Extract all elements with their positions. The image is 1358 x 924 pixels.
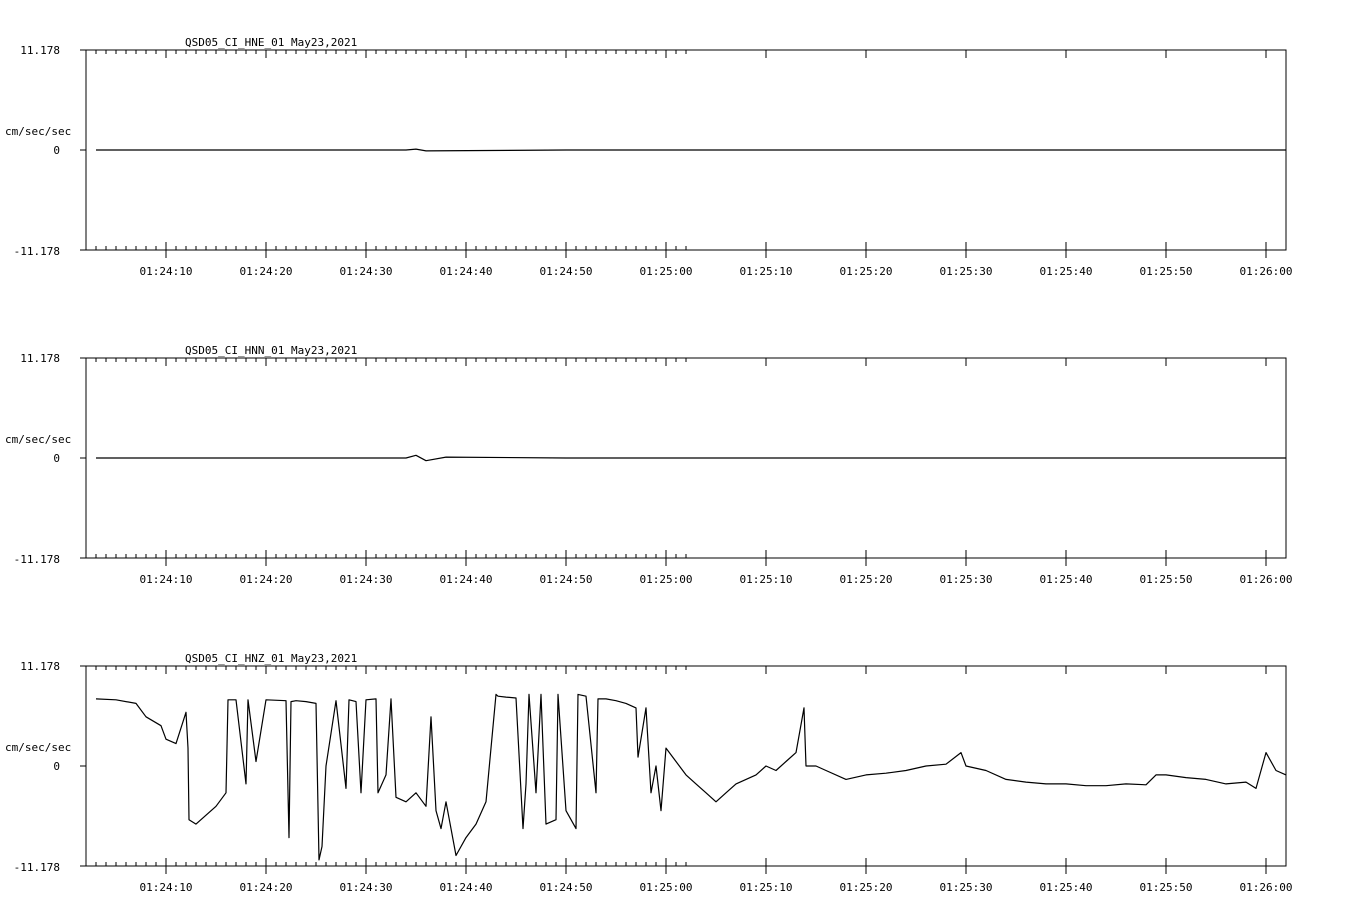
waveform-trace (96, 149, 1286, 151)
x-tick-label: 01:25:30 (939, 881, 993, 894)
x-tick-label: 01:24:50 (539, 881, 593, 894)
y-axis-label: cm/sec/sec (5, 125, 72, 138)
x-tick-label: 01:24:20 (239, 265, 293, 278)
x-tick-label: 01:25:00 (639, 573, 693, 586)
y-tick-label: 11.178 (20, 352, 60, 365)
panel-2 (5, 344, 1292, 586)
y-tick-label: 11.178 (20, 44, 60, 57)
x-tick-label: 01:25:10 (739, 881, 793, 894)
x-tick-label: 01:24:30 (339, 265, 393, 278)
x-tick-label: 01:26:00 (1239, 573, 1293, 586)
panel-3 (5, 652, 1292, 894)
x-tick-label: 01:25:00 (639, 881, 693, 894)
panel-title: QSD05_CI_HNE_01 May23,2021 (185, 36, 358, 49)
x-tick-label: 01:25:00 (639, 265, 693, 278)
x-tick-label: 01:25:10 (739, 265, 793, 278)
panel-title: QSD05_CI_HNZ_01 May23,2021 (185, 652, 358, 665)
y-tick-label: -11.178 (13, 553, 60, 566)
y-axis-label: cm/sec/sec (5, 741, 72, 754)
x-tick-label: 01:24:50 (539, 265, 593, 278)
x-tick-label: 01:24:30 (339, 881, 393, 894)
panel-1 (5, 36, 1292, 278)
x-tick-label: 01:26:00 (1239, 265, 1293, 278)
x-tick-label: 01:24:10 (139, 881, 193, 894)
x-tick-label: 01:25:20 (839, 265, 893, 278)
y-tick-label: 11.178 (20, 660, 60, 673)
y-tick-label: 0 (53, 452, 60, 465)
x-tick-label: 01:25:20 (839, 881, 893, 894)
x-tick-label: 01:25:50 (1139, 881, 1193, 894)
y-axis-label: cm/sec/sec (5, 433, 72, 446)
x-tick-label: 01:24:40 (439, 573, 493, 586)
plot-frame (86, 666, 1286, 866)
x-tick-label: 01:24:10 (139, 573, 193, 586)
x-tick-label: 01:24:40 (439, 881, 493, 894)
x-tick-label: 01:24:10 (139, 265, 193, 278)
x-tick-label: 01:25:40 (1039, 265, 1093, 278)
x-tick-label: 01:24:20 (239, 881, 293, 894)
x-tick-label: 01:25:50 (1139, 265, 1193, 278)
x-tick-label: 01:25:30 (939, 573, 993, 586)
waveform-trace (96, 694, 1286, 860)
x-tick-label: 01:25:50 (1139, 573, 1193, 586)
x-tick-label: 01:25:10 (739, 573, 793, 586)
y-tick-label: 0 (53, 144, 60, 157)
y-tick-label: -11.178 (13, 245, 60, 258)
x-tick-label: 01:25:40 (1039, 881, 1093, 894)
x-tick-label: 01:24:30 (339, 573, 393, 586)
y-tick-label: -11.178 (13, 861, 60, 874)
waveform-trace (96, 455, 1286, 460)
x-tick-label: 01:26:00 (1239, 881, 1293, 894)
y-tick-label: 0 (53, 760, 60, 773)
x-tick-label: 01:25:20 (839, 573, 893, 586)
x-tick-label: 01:25:40 (1039, 573, 1093, 586)
x-tick-label: 01:24:40 (439, 265, 493, 278)
x-tick-label: 01:24:20 (239, 573, 293, 586)
x-tick-label: 01:24:50 (539, 573, 593, 586)
x-tick-label: 01:25:30 (939, 265, 993, 278)
panel-title: QSD05_CI_HNN_01 May23,2021 (185, 344, 358, 357)
